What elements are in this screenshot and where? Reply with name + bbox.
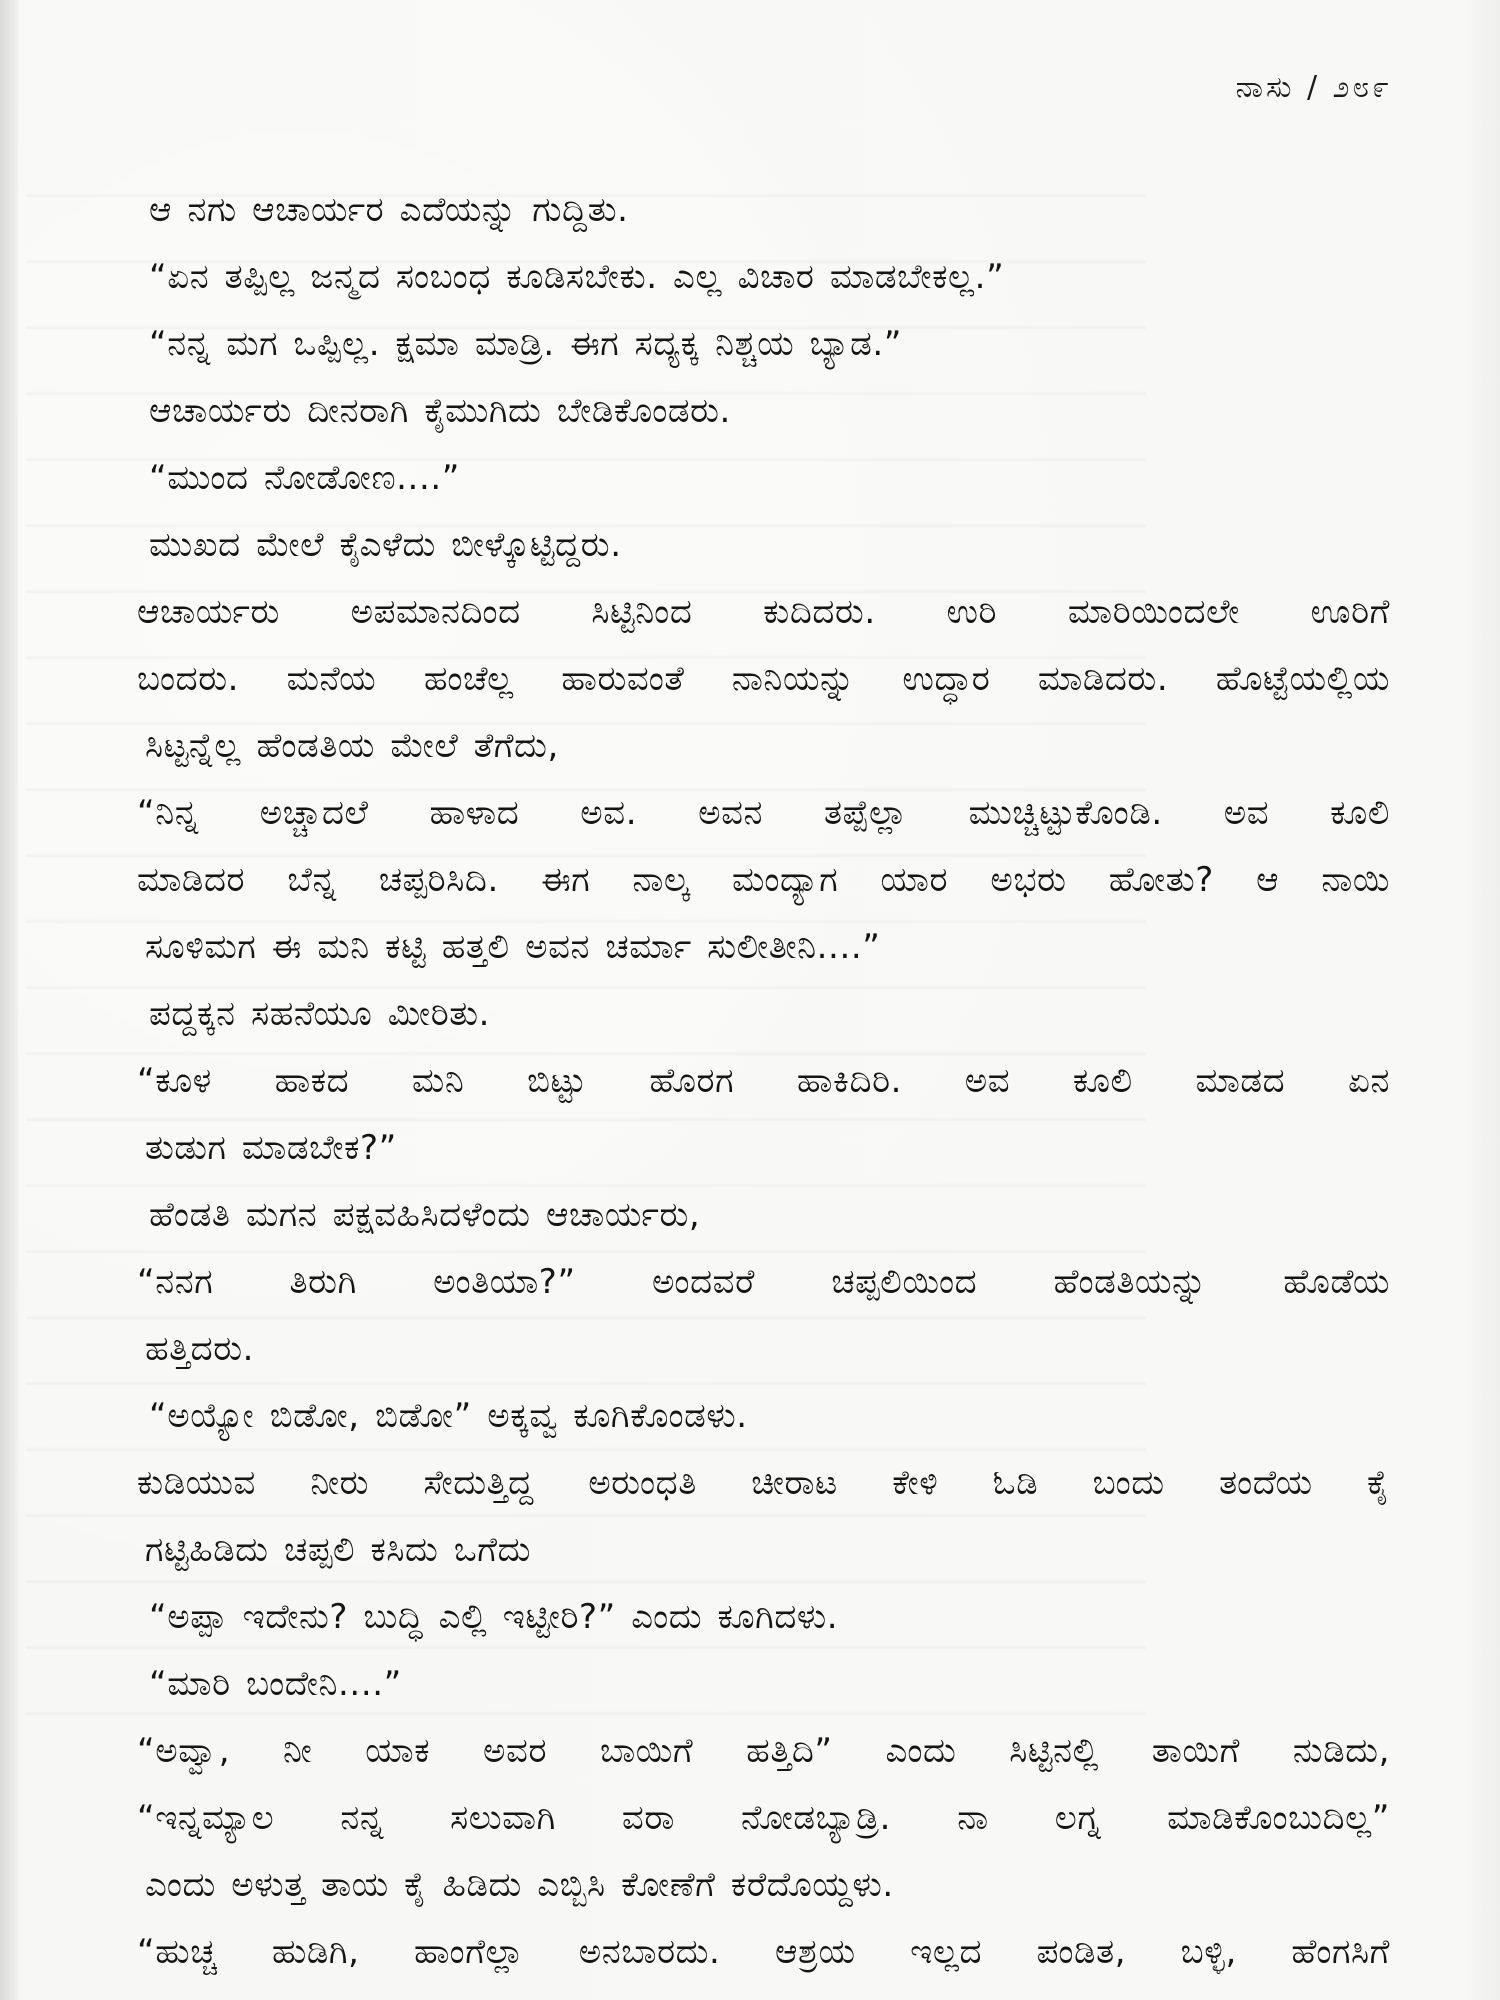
text-line: “ನಿನ್ನ ಅಚ್ಚಾದಲೆ ಹಾಳಾದ ಅವ. ಅವನ ತಪ್ಪೆಲ್ಲಾ ಮುಚ್ಚಿಟ್ಟುಕೊಂಡಿ. ಅವ ಕೂಲಿ [137, 793, 1390, 833]
text-line: ಮುಖದ ಮೇಲೆ ಕೈಎಳೆದು ಬೀಳ್ಕೊಟ್ಟಿದ್ದರು. [149, 525, 622, 565]
text-line: ಕುಡಿಯುವ ನೀರು ಸೇದುತ್ತಿದ್ದ ಅರುಂಧತಿ ಚೀರಾಟ ಕೇಳಿ ಓಡಿ ಬಂದು ತಂದೆಯ ಕೈ [137, 1463, 1390, 1503]
text-line: ಹೆಂಡತಿ ಮಗನ ಪಕ್ಷವಹಿಸಿದಳೆಂದು ಆಚಾರ್ಯರು, [149, 1195, 701, 1235]
text-line: ಮಾಡಿದರ ಬೆನ್ನ ಚಪ್ಪರಿಸಿದಿ. ಈಗ ನಾಲ್ಕ ಮಂದ್ಯಾಗ ಯಾರ ಅಭರು ಹೋತು? ಆ ನಾಯಿ [137, 860, 1390, 900]
text-line: ಗಟ್ಟಿಹಿಡಿದು ಚಪ್ಪಲಿ ಕಸಿದು ಒಗೆದು [145, 1530, 532, 1570]
text-line: “ನನಗ ತಿರುಗಿ ಅಂತಿಯಾ?” ಅಂದವರೆ ಚಪ್ಪಲಿಯಿಂದ ಹೆಂಡತಿಯನ್ನು ಹೊಡೆಯ [137, 1262, 1390, 1302]
text-line: “ಮಾರಿ ಬಂದೇನಿ....” [149, 1664, 402, 1704]
text-line: “ಇನ್ನಮ್ಯಾಲ ನನ್ನ ಸಲುವಾಗಿ ವರಾ ನೋಡಬ್ಯಾಡ್ರಿ. ನಾ ಲಗ್ನ ಮಾಡಿಕೊಂಬುದಿಲ್ಲ” [137, 1798, 1390, 1838]
text-line: ಎಂದು ಅಳುತ್ತ ತಾಯ ಕೈ ಹಿಡಿದು ಎಬ್ಬಿಸಿ ಕೋಣೆಗೆ ಕರೆದೊಯ್ದಳು. [145, 1865, 894, 1905]
text-line: ಹತ್ತಿದರು. [145, 1329, 255, 1369]
text-line: ಪದ್ದಕ್ಕನ ಸಹನೆಯೂ ಮೀರಿತು. [149, 994, 491, 1034]
text-line: ಸಿಟ್ಟನ್ನೆಲ್ಲ ಹೆಂಡತಿಯ ಮೇಲೆ ತೆಗೆದು, [145, 726, 559, 766]
page-binding-shadow [0, 0, 18, 2000]
text-line: ಆ ನಗು ಆಚಾರ್ಯರ ಎದೆಯನ್ನು ಗುದ್ದಿತು. [149, 190, 629, 230]
body-text [137, 177, 1390, 1986]
text-line: ಆಚಾರ್ಯರು ಅಪಮಾನದಿಂದ ಸಿಟ್ಟಿನಿಂದ ಕುದಿದರು. ಉರಿ ಮಾರಿಯಿಂದಲೇ ಊರಿಗೆ [137, 592, 1390, 632]
text-line: “ಏನ ತಪ್ಪಿಲ್ಲ ಜನ್ಮದ ಸಂಬಂಧ ಕೂಡಿಸಬೇಕು. ಎಲ್ಲ ವಿಚಾರ ಮಾಡಬೇಕಲ್ಲ.” [149, 257, 1005, 297]
page-header: ನಾಸು / ೨೮೯ [1235, 70, 1392, 105]
text-line: ತುಡುಗ ಮಾಡಬೇಕ?” [145, 1128, 397, 1168]
text-line: ಆಚಾರ್ಯರು ದೀನರಾಗಿ ಕೈಮುಗಿದು ಬೇಡಿಕೊಂಡರು. [149, 391, 731, 431]
text-line: ಬಂದರು. ಮನೆಯ ಹಂಚೆಲ್ಲ ಹಾರುವಂತೆ ನಾನಿಯನ್ನು ಉದ್ಧಾರ ಮಾಡಿದರು. ಹೊಟ್ಟೆಯಲ್ಲಿಯ [137, 659, 1390, 699]
text-line: “ಕೂಳ ಹಾಕದ ಮನಿ ಬಿಟ್ಟು ಹೊರಗ ಹಾಕಿದಿರಿ. ಅವ ಕೂಲಿ ಮಾಡದ ಏನ [137, 1061, 1390, 1101]
text-line: “ಹುಚ್ಚ ಹುಡಿಗಿ, ಹಾಂಗೆಲ್ಲಾ ಅನಬಾರದು. ಆಶ್ರಯ ಇಲ್ಲದ ಪಂಡಿತ, ಬಳ್ಳಿ, ಹೆಂಗಸಿಗೆ [137, 1932, 1390, 1972]
text-line: “ನನ್ನ ಮಗ ಒಪ್ಪಿಲ್ಲ. ಕ್ಷಮಾ ಮಾಡ್ರಿ. ಈಗ ಸದ್ಯಕ್ಕ ನಿಶ್ಚಯ ಬ್ಯಾಡ.” [149, 324, 903, 364]
text-line: “ಅವ್ವಾ, ನೀ ಯಾಕ ಅವರ ಬಾಯಿಗೆ ಹತ್ತಿದಿ” ಎಂದು ಸಿಟ್ಟಿನಲ್ಲಿ ತಾಯಿಗೆ ನುಡಿದು, [137, 1731, 1390, 1771]
text-line: “ಅಪ್ಪಾ ಇದೇನು? ಬುದ್ಧಿ ಎಲ್ಲಿ ಇಟ್ಟೀರಿ?” ಎಂದು ಕೂಗಿದಳು. [149, 1597, 839, 1637]
text-line: “ಅಯ್ಯೋ ಬಿಡೋ, ಬಿಡೋ” ಅಕ್ಕವ್ವ ಕೂಗಿಕೊಂಡಳು. [149, 1396, 748, 1436]
text-line: ಸೂಳಿಮಗ ಈ ಮನಿ ಕಟ್ಟಿ ಹತ್ತಲಿ ಅವನ ಚರ್ಮಾ ಸುಲೀತೀನಿ....” [145, 927, 881, 967]
text-line: “ಮುಂದ ನೋಡೋಣ....” [149, 458, 460, 498]
